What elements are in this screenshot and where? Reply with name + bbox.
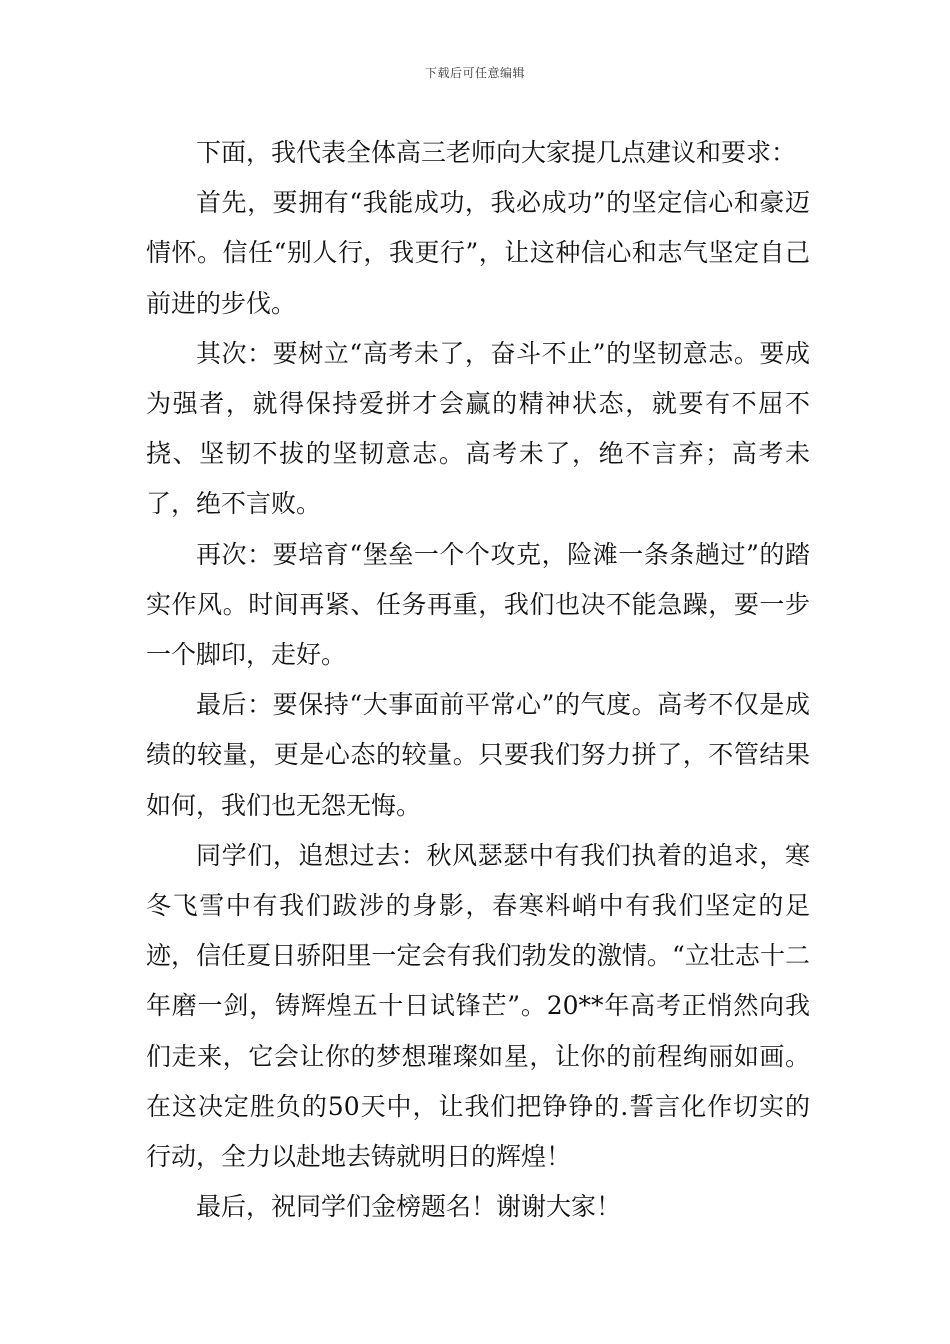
paragraph-closing: 最后，祝同学们金榜题名！谢谢大家！ [196, 1192, 622, 1222]
paragraph-last-requirement: 最后：要保持“大事面前平常心”的气度。高考不仅是成绩的较量，更是心态的较量。只要我们努力拼了，不管结果如何，我们也无怨无悔。 [146, 690, 810, 820]
paragraph-first: 首先，要拥有“我能成功，我必成功”的坚定信心和豪迈情怀。信任“别人行，我更行”，让这种信心和志气坚定自己前进的步伐。 [146, 188, 810, 318]
paragraph-intro: 下面，我代表全体高三老师向大家提几点建议和要求： [196, 138, 797, 167]
document-body [146, 128, 810, 1232]
paragraph-third: 再次：要培育“堡垒一个个攻克，险滩一条条趟过”的踏实作风。时间再紧、任务再重，我们也决不能急躁，要一步一个脚印，走好。 [146, 539, 810, 670]
paragraph-second: 其次：要树立“高考未了，奋斗不止”的坚韧意志。要成为强者，就得保持爱拼才会赢的精神状态，就要有不屈不挠、坚韧不拔的坚韧意志。高考未了，绝不言弃；高考未了，绝不言败。 [146, 338, 810, 519]
paragraph-address-students: 同学们，追想过去：秋风瑟瑟中有我们执着的追求，寒冬飞雪中有我们跋涉的身影，春寒料峭中有我们坚定的足迹，信任夏日骄阳里一定会有我们勃发的激情。“立壮志十二年磨一剑，铸辉煌五十日试锋芒”。20**年高考正悄然向我们走来，它会让你的梦想璀璨如星，让你的前程绚丽如画。在这决定胜负的50天中，让我们把铮铮的.誓言化作切实的行动，全力以赴地去铸就明日的辉煌！ [146, 840, 810, 1172]
header-note: 下载后可任意编辑 [424, 66, 525, 80]
